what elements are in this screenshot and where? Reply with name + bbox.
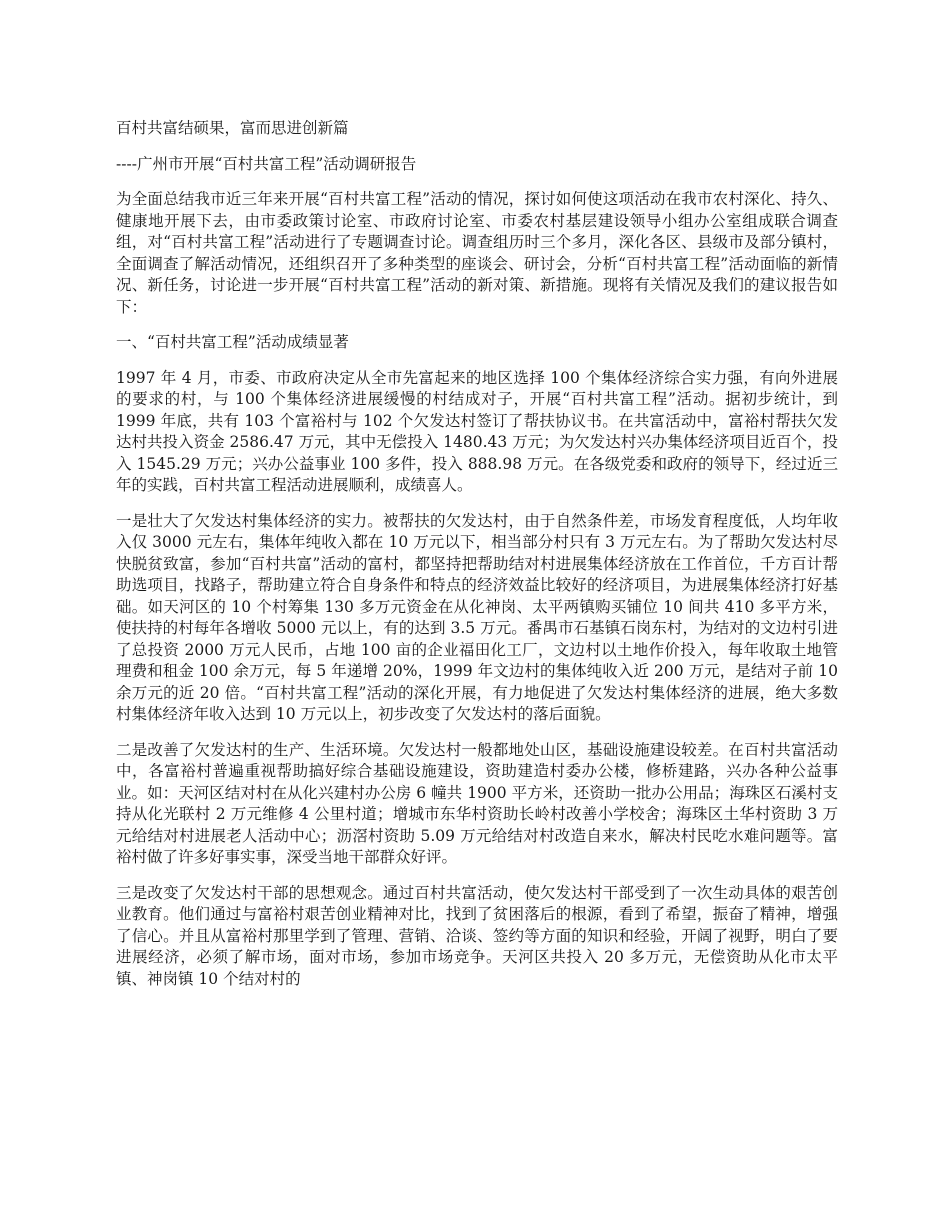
body-paragraph-4: 三是改变了欠发达村干部的思想观念。通过百村共富活动，使欠发达村干部受到了一次生动具体的艰苦创业教育。他们通过与富裕村艰苦创业精神对比，找到了贫困落后的根源，看到了希望，振奋了精神，增强了信心。并且从富裕村那里学到了管理、营销、洽谈、签约等方面的知识和经验，开阔了视野，明白了要进展经济，必须了解市场，面对市场，参加市场竞争。天河区共投入 20 多万元，无偿资助从化市太平镇、神岗镇 10 个结对村的 — [116, 883, 838, 988]
document-subtitle: ----广州市开展“百村共富工程”活动调研报告 — [116, 154, 417, 173]
document-title: 百村共富结硕果，富而思进创新篇 — [116, 119, 349, 137]
body-paragraph-3: 二是改善了欠发达村的生产、生活环境。欠发达村一般都地处山区，基础设施建设较差。在百村共富活动中，各富裕村普遍重视帮助搞好综合基础设施建设，资助建造村委办公楼，修桥建路，兴办各种公益事业。如：天河区结对村在从化兴建村办公房 6 幢共 1900 平方米，还资助一批办公用品；海珠区石溪村支持从化光联村 2 万元维修 4 公里村道；增城市东华村资助长岭村改善小学校舍；海珠区土华村资助 3 万元给结对村进展老人活动中心；沥滘村资助 5.09 万元给结对村改造自来水，解决村民吃水难问题等。富裕村做了许多好事实事，深受当地干部群众好评。 — [116, 740, 838, 866]
body-paragraph-2: 一是壮大了欠发达村集体经济的实力。被帮扶的欠发达村，由于自然条件差，市场发育程度低，人均年收入仅 3000 元左右，集体年纯收入都在 10 万元以下，相当部分村只有 3 万元左右。为了帮助欠发达村尽快脱贫致富，参加“百村共富”活动的富村，都坚持把帮助结对村进展集体经济放在工作首位，千方百计帮助选项目，找路子，帮助建立符合自身条件和特点的经济效益比较好的经济项目，为进展集体经济打好基础。如天河区的 10 个村筹集 130 多万元资金在从化神岗、太平两镇购买铺位 10 间共 410 多平方米，使扶持的村每年各增收 5000 元以上，有的达到 3.5 万元。番禺市石基镇石岗东村，为结对的文边村引进了总投资 2000 万元人民币，占地 100 亩的企业福田化工厂，文边村以土地作价投入，每年收取土地管理费和租金 100 余万元，每 5 年递增 20%，1999 年文边村的集体纯收入近 200 万元，是结对子前 10 余万元的近 20 倍。“百村共富工程”活动的深化开展，有力地促进了欠发达村集体经济的进展，绝大多数村集体经济年收入达到 10 万元以上，初步改变了欠发达村的落后面貌。 — [116, 511, 838, 723]
section-heading: 一、“百村共富工程”活动成绩显著 — [116, 333, 349, 351]
intro-paragraph: 为全面总结我市近三年来开展“百村共富工程”活动的情况，探讨如何使这项活动在我市农村深化、持久、健康地开展下去，由市委政策讨论室、市政府讨论室、市委农村基层建设领导小组办公室组成联合调查组，对“百村共富工程”活动进行了专题调查讨论。调查组历时三个多月，深化各区、县级市及部分镇村，全面调查了解活动情况，还组织召开了多种类型的座谈会、研讨会，分析“百村共富工程”活动面临的新情况、新任务，讨论进一步开展“百村共富工程”活动的新对策、新措施。现将有关情况及我们的建议报告如下： — [116, 190, 838, 316]
document-page — [116, 118, 838, 1004]
body-paragraph-1: 1997 年 4 月，市委、市政府决定从全市先富起来的地区选择 100 个集体经济综合实力强，有向外进展的要求的村，与 100 个集体经济进展缓慢的村结成对子，开展“百村共富工程”活动。据初步统计，到 1999 年底，共有 103 个富裕村与 102 个欠发达村签订了帮扶协议书。在共富活动中，富裕村帮扶欠发达村共投入资金 2586.47 万元，其中无偿投入 1480.43 万元；为欠发达村兴办集体经济项目近百个，投入 1545.29 万元；兴办公益事业 100 多件，投入 888.98 万元。在各级党委和政府的领导下，经过近三年的实践，百村共富工程活动进展顺利，成绩喜人。 — [116, 368, 838, 494]
